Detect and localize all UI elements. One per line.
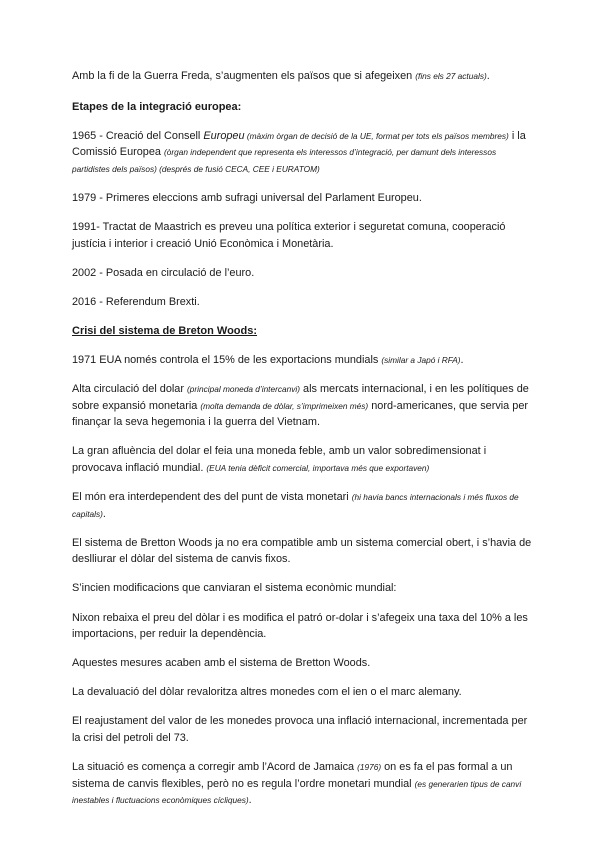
crisi-paragraph-10: El reajustament del valor de les monedes provoca una inflació internacional, incrementada per la crisi del petroli del 73. — [72, 715, 528, 745]
etapa-1965: 1965 - Creació del Consell Europeu (màxim òrgan de decisió de la UE, format per tots els països membres) i la Comissió Europea (òrgan independent que representa els interessos d’integració, per damunt dels interessos partidistes dels països) (després de fusió CECA, CEE i EURATOM) — [72, 129, 526, 174]
crisi-paragraph-4: El món era interdependent des del punt de vista monetari (hi havia bancs internacionals i més fluxos de capitals). — [72, 491, 519, 520]
crisi-paragraph-11: La situació es comença a corregir amb l’Acord de Jamaica (1976) on es fa el pas formal a un sistema de canvis flexibles, però no es regula l’ordre monetari mundial (es generarien tipus de canvi inestables i fluctuacions econòmiques cícliques). — [72, 761, 522, 807]
crisi-paragraph-8: Aquestes mesures acaben amb el sistema de Bretton Woods. — [72, 657, 371, 670]
crisi-paragraph-3: La gran afluència del dolar el feia una moneda feble, amb un valor sobredimensionat i provocava inflació mundial. (EUA tenia dèficit comercial, importava més que exportaven) — [72, 445, 487, 474]
intro-paragraph: Amb la fi de la Guerra Freda, s’augmenten els països que si afegeixen (fins els 27 actuals). — [72, 70, 490, 82]
crisi-paragraph-1: 1971 EUA només controla el 15% de les exportacions mundials (similar a Japó i RFA). — [72, 354, 464, 367]
document-body — [72, 68, 534, 821]
crisi-paragraph-9: La devaluació del dòlar revaloritza altres monedes com el ien o el marc alemany. — [72, 686, 462, 699]
etapa-2002: 2002 - Posada en circulació de l’euro. — [72, 266, 255, 279]
etapa-2016: 2016 - Referendum Brexti. — [72, 295, 200, 308]
etapa-1991: 1991- Tractat de Maastrich es preveu una política exterior i seguretat comuna, cooperació justícia i interior i creació Unió Econòmica i Monetària. — [72, 221, 506, 250]
crisi-paragraph-2: Alta circulació del dolar (principal moneda d’intercanvi) als mercats internacional, i en les polítiques de sobre expansió monetaria (molta demanda de dòlar, s’imprimeixen més) nord-americanes, que servia per finançar la seva hegemonia i la guerra del Vietnam. — [72, 383, 529, 429]
crisi-paragraph-5: El sistema de Bretton Woods ja no era compatible amb un sistema comercial obert, i s’havia de deslliurar el dòlar del sistema de canvis fixos. — [72, 536, 532, 566]
crisi-paragraph-6: S’incien modificacions que canviaran el sistema econòmic mundial: — [72, 582, 397, 595]
crisi-heading: Crisi del sistema de Breton Woods: — [72, 324, 258, 337]
etapes-heading: Etapes de la integració europea: — [72, 100, 242, 113]
etapa-1979: 1979 - Primeres eleccions amb sufragi universal del Parlament Europeu. — [72, 191, 422, 204]
crisi-paragraph-7: Nixon rebaixa el preu del dòlar i es modifica el patró or-dolar i s’afegeix una taxa del 10% a les importacions, per reduir la dependència. — [72, 611, 528, 641]
